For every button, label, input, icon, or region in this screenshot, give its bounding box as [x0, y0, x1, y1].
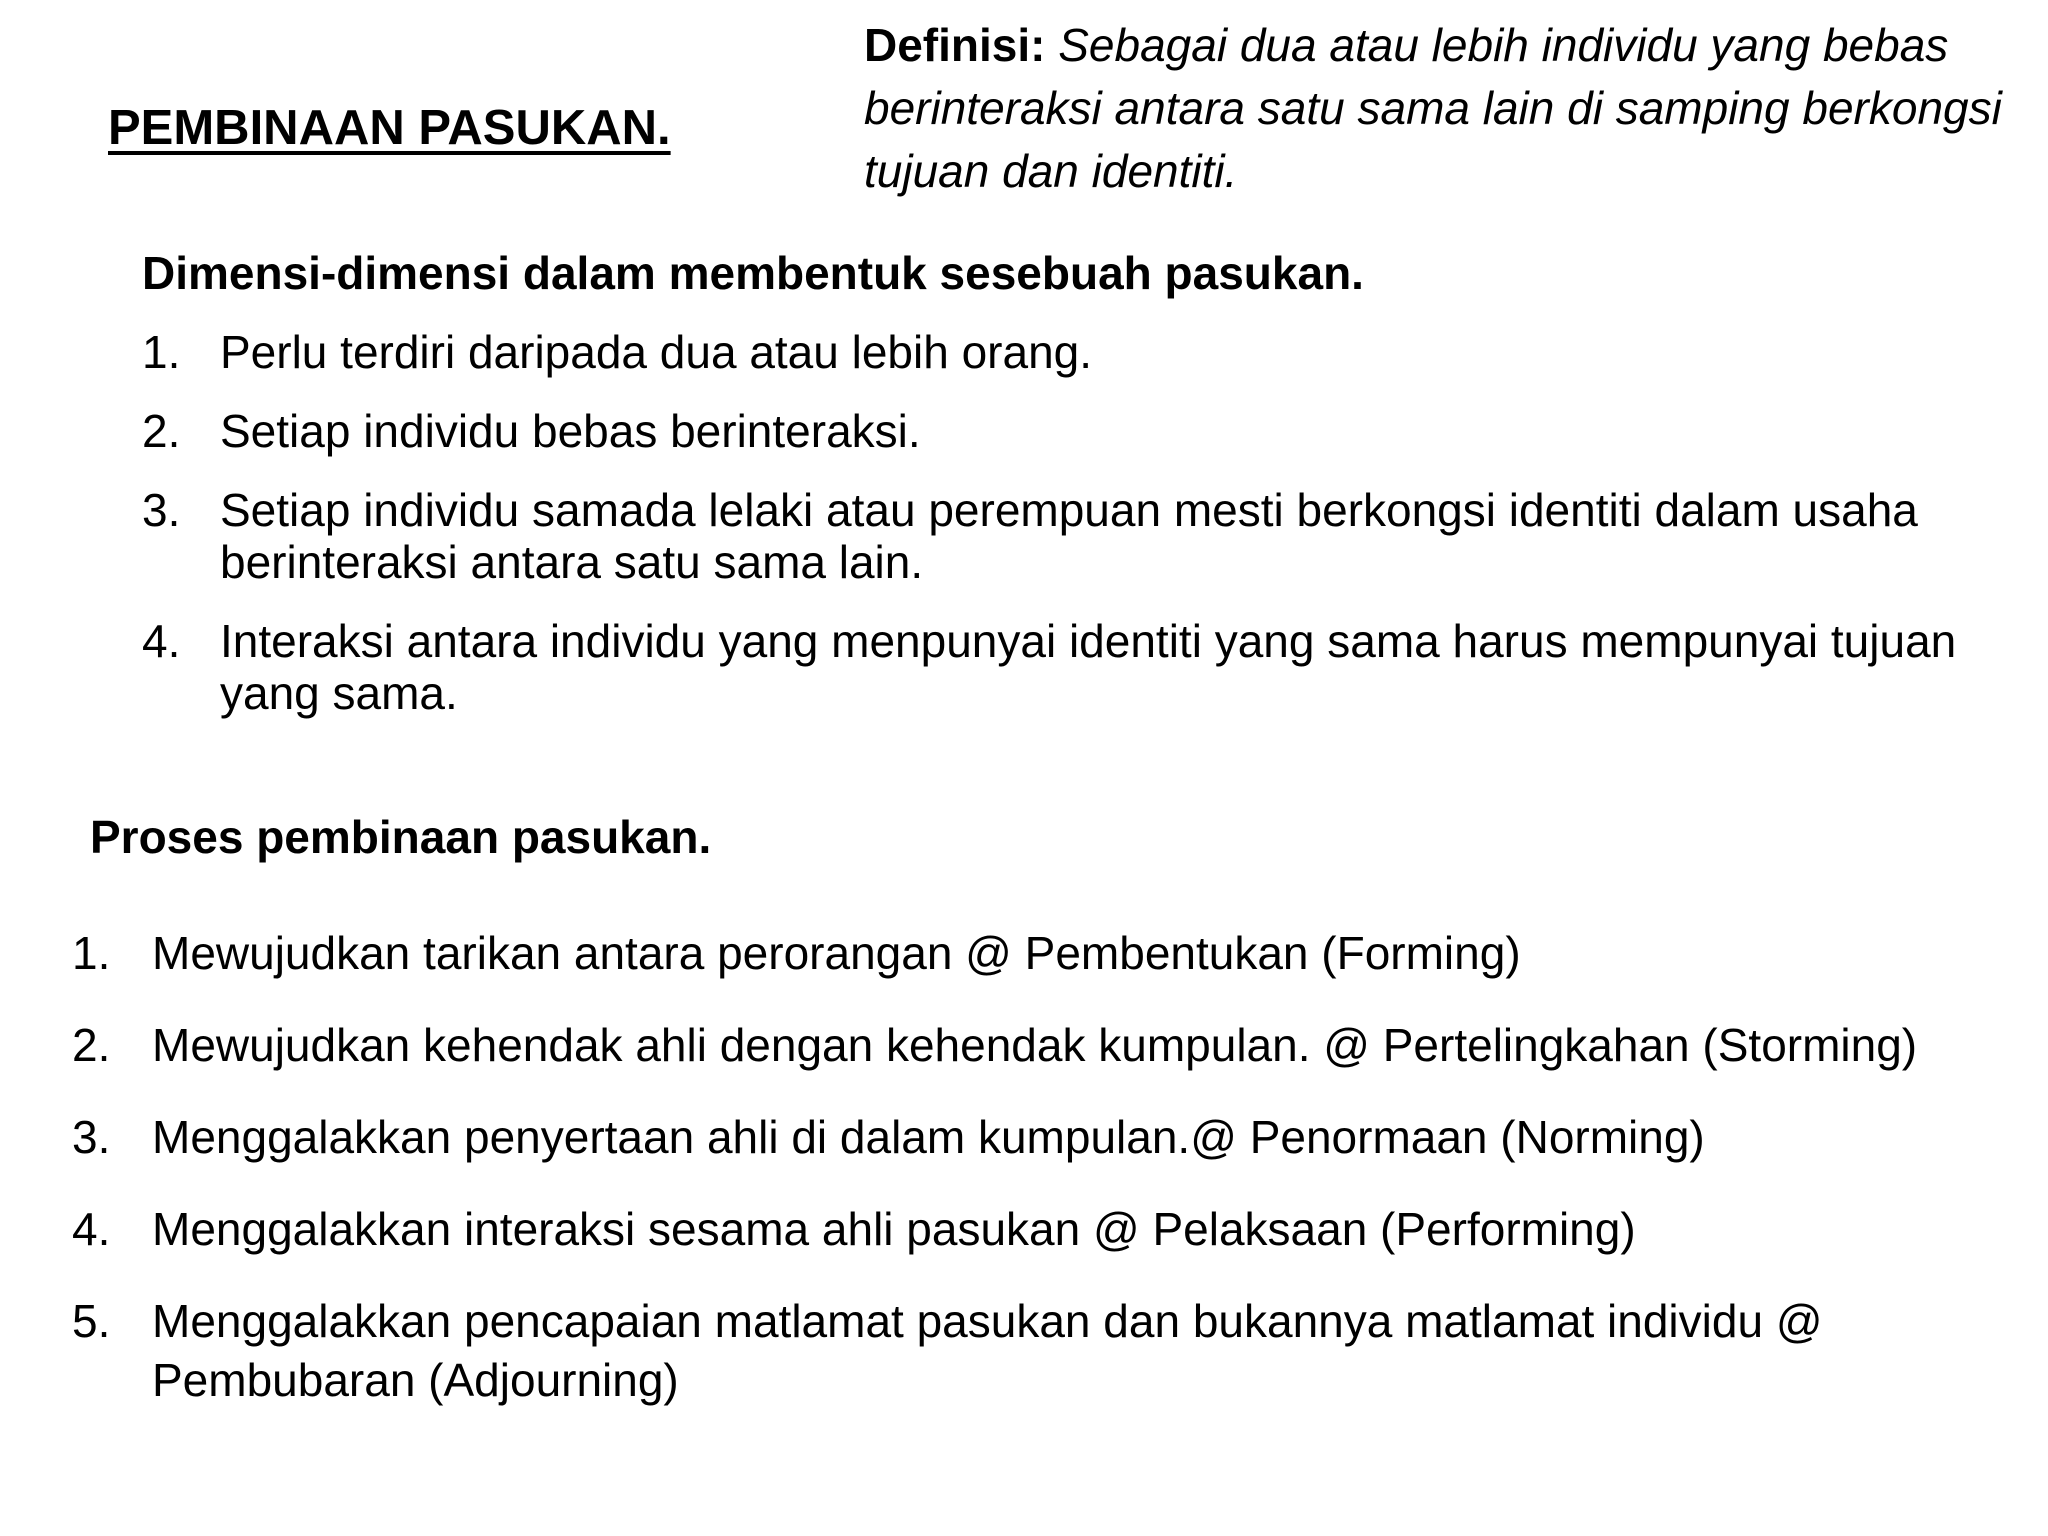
definition-term: Definisi:	[864, 19, 1046, 71]
list-item-text: Setiap individu samada lelaki atau perempuan mesti berkongsi identiti dalam usaha berinteraksi antara satu sama lain.	[220, 484, 1918, 588]
dimensions-heading: Dimensi-dimensi dalam membentuk sesebuah pasukan.	[142, 247, 1364, 299]
list-item-text: Setiap individu bebas berinteraksi.	[220, 405, 921, 457]
list-item	[142, 484, 2022, 588]
page-title: PEMBINAAN PASUKAN.	[108, 101, 671, 155]
list-item-number: 2.	[72, 1019, 111, 1071]
list-item-number: 1.	[142, 326, 181, 378]
list-item-number: 5.	[72, 1295, 111, 1347]
list-item-number: 1.	[72, 927, 111, 979]
list-item	[142, 326, 2022, 378]
list-item-text: Mewujudkan kehendak ahli dengan kehendak kumpulan. @ Pertelingkahan (Storming)	[152, 1019, 1918, 1071]
process-heading: Proses pembinaan pasukan.	[90, 811, 712, 863]
list-item-text: Menggalakkan pencapaian matlamat pasukan dan bukannya matlamat individu @ Pembubaran (Adjourning)	[152, 1295, 1823, 1406]
definition-text: Sebagai dua atau lebih individu yang bebas berinteraksi antara satu sama lain di samping berkongsi tujuan dan identiti.	[864, 19, 2002, 197]
list-item-text: Interaksi antara individu yang menpunyai identiti yang sama harus mempunyai tujuan yang sama.	[220, 615, 1957, 719]
list-item-number: 4.	[142, 615, 181, 667]
definition-block	[864, 14, 2024, 203]
list-item-number: 3.	[142, 484, 181, 536]
list-item-text: Perlu terdiri daripada dua atau lebih orang.	[220, 326, 1093, 378]
list-item-number: 3.	[72, 1111, 111, 1163]
process-list	[72, 924, 2032, 1443]
list-item-number: 2.	[142, 405, 181, 457]
dimensions-list	[142, 326, 2022, 746]
list-item	[72, 924, 2032, 983]
list-item	[72, 1292, 2032, 1410]
list-item	[72, 1016, 2032, 1075]
list-item-text: Menggalakkan interaksi sesama ahli pasukan @ Pelaksaan (Performing)	[152, 1203, 1636, 1255]
list-item	[72, 1200, 2032, 1259]
list-item-text: Mewujudkan tarikan antara perorangan @ Pembentukan (Forming)	[152, 927, 1521, 979]
list-item	[142, 405, 2022, 457]
list-item-number: 4.	[72, 1203, 111, 1255]
list-item	[72, 1108, 2032, 1167]
list-item	[142, 615, 2022, 719]
list-item-text: Menggalakkan penyertaan ahli di dalam kumpulan.@ Penormaan (Norming)	[152, 1111, 1705, 1163]
